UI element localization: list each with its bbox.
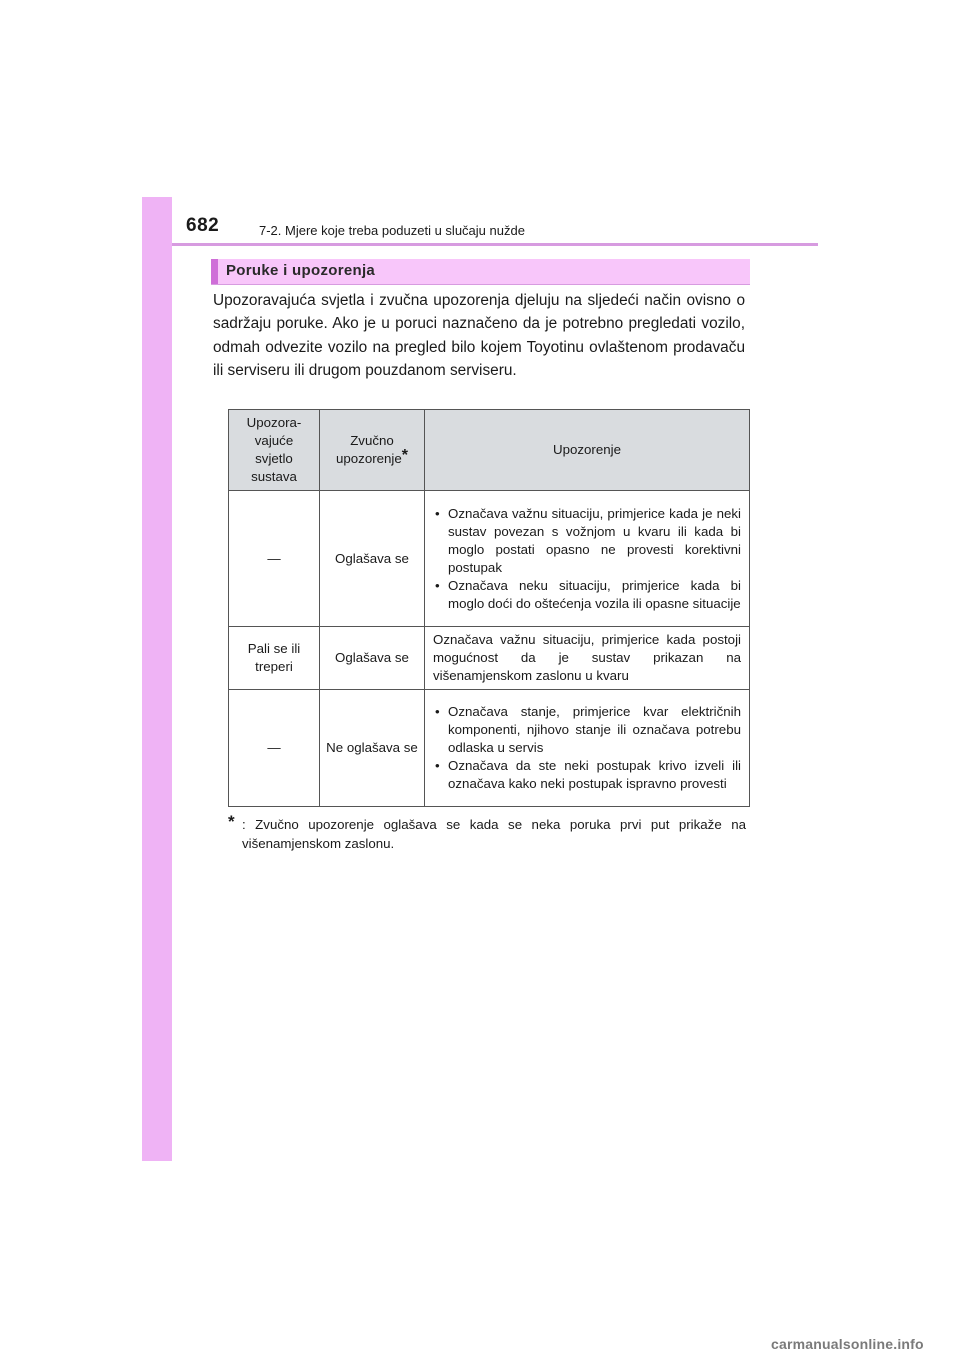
running-header: 7-2. Mjere koje treba poduzeti u slučaju nužde bbox=[259, 223, 525, 238]
watermark: carmanualsonline.info bbox=[771, 1336, 924, 1352]
cell-light: — bbox=[229, 690, 320, 807]
header-warning-light bbox=[229, 410, 320, 491]
page-number: 682 bbox=[186, 215, 220, 236]
section-heading bbox=[211, 259, 750, 285]
heading-accent bbox=[211, 259, 218, 284]
warnings-table bbox=[228, 409, 750, 807]
bullet-list bbox=[433, 505, 741, 613]
footnote bbox=[228, 812, 746, 853]
footnote-text: : Zvučno upozorenje oglašava se kada se neka poruka prvi put prikaže na višenamjenskom zaslonu. bbox=[242, 817, 746, 851]
table-row bbox=[229, 690, 750, 807]
list-item: • Označava da ste neki postupak krivo izveli ili označava kako neki postupak ispravno provesti bbox=[433, 757, 741, 793]
cell-sound: Oglašava se bbox=[320, 491, 425, 627]
header-buzzer bbox=[320, 410, 425, 491]
cell-warning: Označava važnu situaciju, primjerice kada postoji mogućnost da je sustav prikazan na višenamjenskom zaslonu u kvaru bbox=[425, 627, 750, 690]
cell-light: — bbox=[229, 491, 320, 627]
cell-warning bbox=[425, 690, 750, 807]
header-rule bbox=[172, 243, 818, 246]
list-item: • Označava stanje, primjerice kvar električnih komponenti, njihovo stanje ili označava potrebu odlaska u servis bbox=[433, 703, 741, 757]
cell-light: Pali se ili treperi bbox=[229, 627, 320, 690]
cell-sound: Oglašava se bbox=[320, 627, 425, 690]
header-warning: Upozorenje bbox=[425, 410, 750, 491]
header-line: sustava bbox=[251, 469, 297, 484]
table-row bbox=[229, 627, 750, 690]
header-line: svjetlo bbox=[255, 451, 293, 466]
asterisk-marker: * bbox=[401, 447, 409, 464]
table-header-row bbox=[229, 410, 750, 491]
list-item: • Označava važnu situaciju, primjerice kada je neki sustav povezan s vožnjom u kvaru ili kada bi moglo postati opasno ne provesti korektivni postupak bbox=[433, 505, 741, 577]
bullet-list bbox=[433, 703, 741, 793]
section-heading-label: Poruke i upozorenja bbox=[226, 262, 376, 279]
side-bar bbox=[142, 197, 172, 1161]
header-line: Zvučno bbox=[350, 433, 394, 448]
cell-sound: Ne oglašava se bbox=[320, 690, 425, 807]
footnote-marker: * bbox=[228, 812, 235, 831]
list-item: • Označava neku situaciju, primjerice kada bi moglo doći do oštećenja vozila ili opasne situacije bbox=[433, 577, 741, 613]
header-line: vajuće bbox=[254, 433, 294, 448]
intro-paragraph: Upozoravajuća svjetla i zvučna upozorenja djeluju na sljedeći način ovisno o sadržaju poruke. Ako je u poruci naznačeno da je potrebno pregledati vozilo, odmah odvezite vozilo na pregled bilo kojem Toyotinu ovlaštenom prodavaču ili serviseru ili drugom pouzdanom serviseru. bbox=[213, 292, 745, 379]
header-line: upozorenje bbox=[335, 451, 402, 466]
header-line: Upozora- bbox=[246, 415, 302, 430]
cell-warning bbox=[425, 491, 750, 627]
table-row bbox=[229, 491, 750, 627]
